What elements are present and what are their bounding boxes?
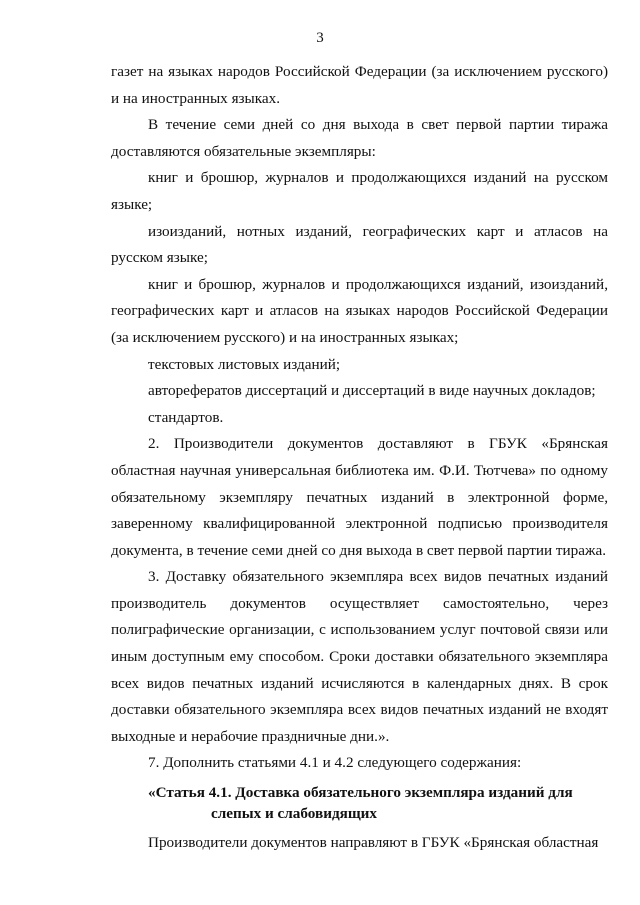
paragraph: 7. Дополнить статьями 4.1 и 4.2 следующего содержания: bbox=[148, 754, 522, 772]
list-item: стандартов. bbox=[148, 408, 224, 426]
article-heading-line1: «Статья 4.1. Доставка обязательного экземпляра изданий для bbox=[148, 784, 573, 802]
list-item: книг и брошюр, журналов и продолжающихся изданий, изоизданий, географических карт и атласов на языках народов Российской Федерации (за исключением русского) и на иностранных языках; bbox=[111, 275, 608, 346]
paragraph: В течение семи дней со дня выхода в свет первой партии тиража доставляются обязательные экземпляры: bbox=[111, 116, 608, 160]
list-item: изоизданий, нотных изданий, географических карт и атласов на русском языке; bbox=[111, 222, 608, 267]
article-heading-line2: слепых и слабовидящих bbox=[211, 805, 378, 823]
paragraph-continuation: газет на языках народов Российской Федерации (за исключением русского) и на иностранных языках. bbox=[111, 63, 608, 107]
paragraph: Производители документов направляют в ГБУК «Брянская областная bbox=[148, 834, 599, 852]
article-heading bbox=[111, 777, 608, 830]
paragraph: 3. Доставку обязательного экземпляра всех видов печатных изданий производитель документов осуществляет самостоятельно, через полиграфические организации, с использованием услуг почтовой связи или иным доступным ему способом. Сроки доставки обязательного экземпляра всех видов печатных изданий исчисляются в календарных днях. В срок доставки обязательного экземпляра всех видов печатных изданий не входят выходные и нерабочие праздничные дни.». bbox=[111, 568, 608, 745]
page-number: 3 bbox=[316, 30, 324, 46]
paragraph: 2. Производители документов доставляют в ГБУК «Брянская областная научная универсальная библиотека им. Ф.И. Тютчева» по одному обязательному экземпляру печатных изданий в электронной форме, заверенному квалифицированной электронной подписью производителя документа, в течение семи дней со дня выхода в свет первой партии тиража. bbox=[111, 435, 608, 559]
list-item: книг и брошюр, журналов и продолжающихся изданий на русском языке; bbox=[111, 169, 608, 213]
list-item: текстовых листовых изданий; bbox=[148, 355, 341, 373]
list-item: авторефератов диссертаций и диссертаций в виде научных докладов; bbox=[148, 382, 596, 400]
document-body bbox=[111, 59, 608, 857]
